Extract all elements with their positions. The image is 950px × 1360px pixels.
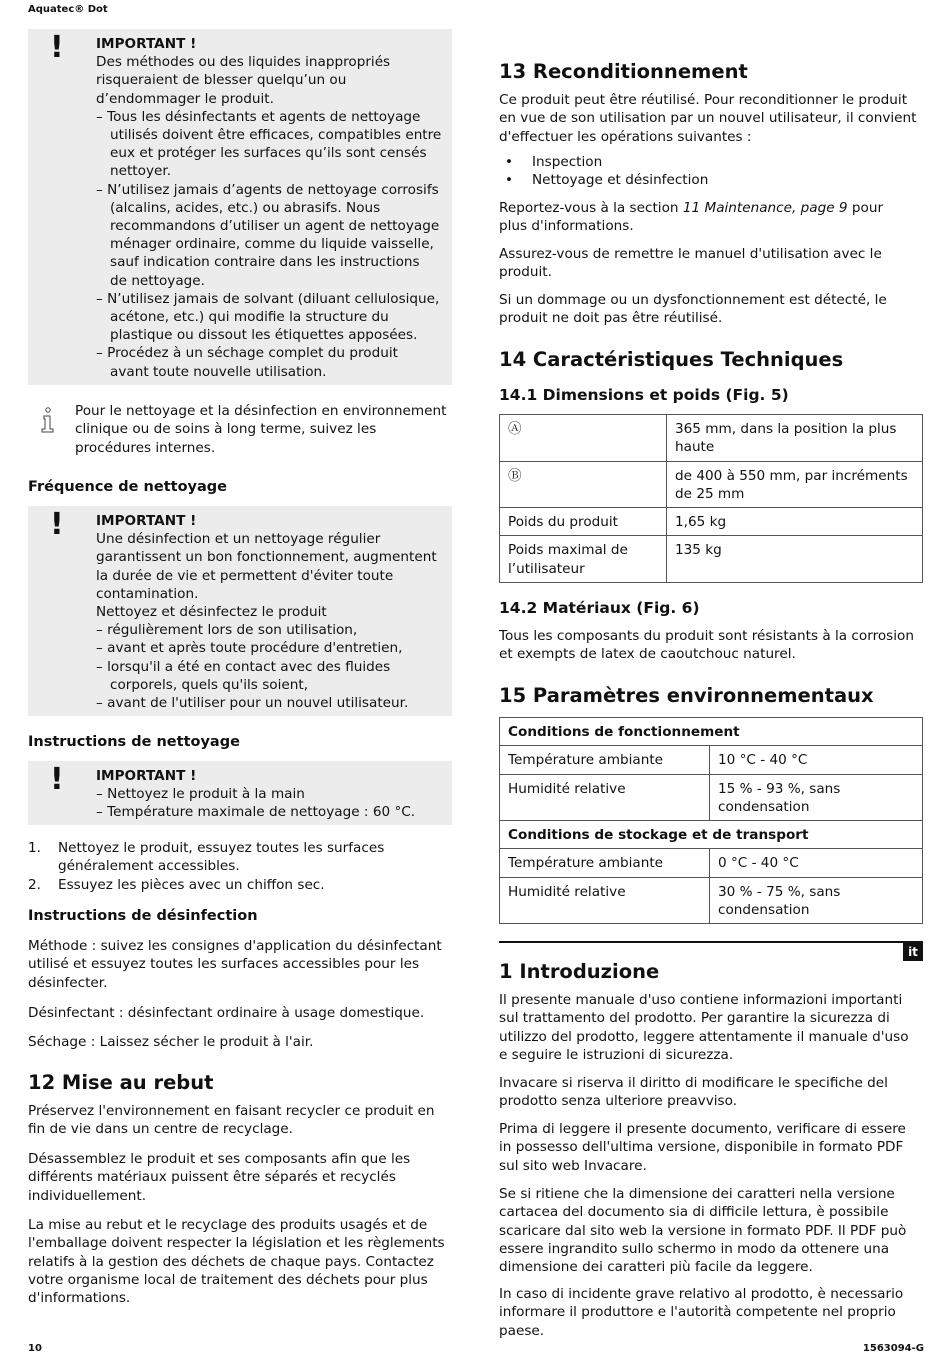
important-title: IMPORTANT ! (96, 36, 197, 52)
s13-bullet-list (499, 153, 923, 190)
it-paragraph-3 (499, 1120, 923, 1175)
section-12-heading: 12 Mise au rebut (28, 1071, 214, 1094)
table-row (500, 415, 923, 462)
table-cell-label: Température ambiante (500, 849, 710, 877)
text-line: prodotto senza ulteriore preavviso. (499, 1093, 738, 1110)
box-line: contamination. (96, 585, 199, 602)
s13-reference (499, 199, 923, 236)
table-cell-value: 15 % - 93 %, sans condensation (710, 774, 923, 821)
it-paragraph-4 (499, 1185, 923, 1276)
table-cell-label: Ⓐ (500, 415, 667, 462)
section-reference-link[interactable]: 11 Maintenance, page 9 (682, 200, 848, 216)
box-dash-cont: utilisés doivent être efficaces, compatibles entre (110, 127, 442, 144)
text-line: d'effectuer les opérations suivantes : (499, 128, 752, 145)
text-line: utilizzo del prodotto, leggere attentamente il manuale d'uso (499, 1028, 909, 1045)
dimensions-table (499, 414, 923, 583)
table-row (500, 746, 923, 774)
exclamation-icon: ! (50, 30, 64, 65)
box-dash-cont: corporels, quels qu'ils soient, (110, 676, 309, 693)
text-line: fin de vie dans un centre de recyclage. (28, 1121, 293, 1138)
bullet-dot: • (505, 154, 514, 170)
box-dash-cont: recommandons d’utiliser un agent de nettoyage (110, 218, 440, 235)
box-line: la durée de vie et permettent d'éviter toute (96, 567, 394, 584)
list-item (28, 876, 452, 894)
text-line: essere ingrandito sullo schermo in modo da ottenere una (499, 1240, 890, 1257)
table-cell-value: 30 % - 75 %, sans condensation (710, 877, 923, 924)
text-line: d'informations. (28, 1290, 131, 1307)
table-cell-label: Poids du produit (500, 508, 667, 536)
disinfectant-paragraph: Désinfectant : désinfectant ordinaire à usage domestique. (28, 1005, 425, 1021)
list-item (499, 153, 923, 171)
box-dash-item: – N’utilisez jamais d’agents de nettoyage corrosifs (96, 181, 439, 198)
text-line: Assurez-vous de remettre le manuel d'utilisation avec le (499, 246, 882, 262)
cleaning-instructions-heading: Instructions de nettoyage (28, 734, 240, 750)
text-line: désinfecter. (28, 974, 108, 991)
text-line: La mise au rebut et le recyclage des produits usagés et de (28, 1217, 428, 1233)
text-line: Méthode : suivez les consignes d'application du désinfectant (28, 938, 442, 954)
important-box-materials (28, 29, 452, 385)
list-item (499, 171, 923, 189)
table-row (500, 774, 923, 821)
s142-paragraph (499, 627, 923, 664)
table-row (500, 849, 923, 877)
box-dash-item: – avant et après toute procédure d'entretien, (96, 640, 403, 657)
box-dash-cont: eux et protéger les surfaces qu’ils sont censés (110, 145, 427, 162)
table-section-heading: Conditions de stockage et de transport (500, 821, 923, 849)
section-14-heading: 14 Caractéristiques Techniques (499, 348, 844, 371)
running-header: Aquatec® Dot (28, 4, 108, 15)
step-number: 2. (28, 876, 41, 893)
frequency-heading: Fréquence de nettoyage (28, 479, 227, 495)
page-number: 10 (28, 1343, 42, 1354)
italian-section-1-heading: 1 Introduzione (499, 960, 660, 983)
bullet-text: Nettoyage et désinfection (532, 172, 709, 189)
important-title: IMPORTANT ! (96, 513, 197, 529)
step-number: 1. (28, 840, 41, 856)
box-dash-item: – N’utilisez jamais de solvant (diluant cellulosique, (96, 290, 440, 307)
text-line: Préservez l'environnement en faisant recycler ce produit en (28, 1103, 435, 1119)
table-cell-value: de 400 à 550 mm, par incréments de 25 mm (667, 461, 923, 508)
section-14-2-heading: 14.2 Matériaux (Fig. 6) (499, 599, 700, 617)
text-line: scaricare dal sito web la versione in formato PDF. Il PDF può (499, 1222, 907, 1239)
info-line: procédures internes. (75, 439, 216, 456)
text-line: et exempts de latex de caoutchouc naturel. (499, 646, 796, 663)
text-line: Tous les composants du produit sont résistants à la corrosion (499, 628, 914, 644)
s12-paragraph-2 (28, 1150, 452, 1205)
box-dash-item: – Nettoyez le produit à la main (96, 786, 305, 803)
text-line: Prima di leggere il presente documento, verificare di essere (499, 1121, 906, 1137)
table-cell-value: 365 mm, dans la position la plus haute (667, 415, 923, 462)
s13-paragraph-3 (499, 245, 923, 282)
box-dash-cont: (alcalins, acides, etc.) ou abrasifs. Nous (110, 199, 381, 216)
section-14-1-heading: 14.1 Dimensions et poids (Fig. 5) (499, 386, 789, 404)
info-line: clinique ou de soins à long terme, suivez les (75, 421, 377, 438)
list-item (28, 839, 452, 876)
text-span: pour (847, 200, 884, 216)
text-line: cartacea del documento sia di difficile lettura, è possibile (499, 1204, 889, 1221)
step-line: généralement accessibles. (58, 858, 240, 875)
info-note (75, 402, 452, 457)
table-section-heading: Conditions de fonctionnement (500, 718, 923, 746)
table-cell-label: Humidité relative (500, 774, 710, 821)
section-13-heading: 13 Reconditionnement (499, 60, 748, 83)
text-line: informare il produttore e l'autorità competente nel proprio (499, 1304, 896, 1321)
drying-paragraph: Séchage : Laissez sécher le produit à l'air. (28, 1034, 314, 1050)
text-line: plus d'informations. (499, 218, 634, 235)
step-line: Nettoyez le produit, essuyez toutes les surfaces (58, 840, 385, 856)
text-line: Ce produit peut être réutilisé. Pour reconditionner le produit (499, 92, 908, 108)
box-dash-item: – régulièrement lors de son utilisation, (96, 622, 358, 639)
language-badge: it (903, 943, 923, 961)
text-line: sul trattamento del prodotto. Per garantire la sicurezza di (499, 1010, 890, 1027)
text-line: sul sito web Invacare. (499, 1157, 647, 1174)
box-dash-item: – avant de l'utiliser pour un nouvel utilisateur. (96, 695, 409, 712)
box-dash-item: – Température maximale de nettoyage : 60 °C. (96, 804, 416, 821)
text-line: différents matériaux puissent être séparés et recyclés (28, 1169, 396, 1186)
table-row (500, 718, 923, 746)
box-dash-cont: avant toute nouvelle utilisation. (110, 363, 327, 380)
text-line: Il presente manuale d'uso contiene informazioni importanti (499, 992, 903, 1008)
text-line: Se si ritiene che la dimensione dei caratteri nella versione (499, 1186, 895, 1202)
box-dash-item: – lorsqu'il a été en contact avec des fluides (96, 658, 391, 675)
s12-paragraph-3 (28, 1216, 452, 1307)
table-cell-label: Température ambiante (500, 746, 710, 774)
table-cell-value: 135 kg (667, 536, 923, 583)
document-id: 1563094-G (862, 1343, 924, 1354)
table-cell-label: Poids maximal de l’utilisateur (500, 536, 667, 583)
text-line: l'emballage doivent respecter la législation et les règlements (28, 1235, 445, 1252)
method-paragraph (28, 937, 452, 992)
it-paragraph-5 (499, 1285, 923, 1340)
text-line: in possesso dell'ultima versione, disponibile in formato PDF (499, 1139, 904, 1156)
box-line: Des méthodes ou des liquides inappropriés (96, 54, 391, 71)
it-paragraph-2 (499, 1074, 923, 1111)
box-dash-cont: nettoyer. (110, 163, 172, 180)
box-line: Nettoyez et désinfectez le produit (96, 604, 327, 621)
table-cell-value: 0 °C - 40 °C (710, 849, 923, 877)
table-row (500, 461, 923, 508)
important-box-frequency (28, 506, 452, 716)
box-line: Une désinfection et un nettoyage régulier (96, 531, 381, 548)
text-line: produit. (499, 264, 552, 281)
info-icon (36, 406, 56, 434)
text-line: Désassemblez le produit et ses composants afin que les (28, 1151, 411, 1167)
table-row (500, 821, 923, 849)
section-15-heading: 15 Paramètres environnementaux (499, 684, 874, 707)
text-line: en vue de son utilisation par un nouvel utilisateur, il convient (499, 110, 917, 127)
language-divider (499, 941, 923, 943)
exclamation-icon: ! (50, 762, 64, 797)
box-dash-cont: plastique ou dissout les étiquettes apposées. (110, 327, 418, 344)
text-line: Invacare si riserva il diritto di modificare le specifiche del (499, 1075, 888, 1091)
bullet-text: Inspection (532, 154, 603, 170)
box-dash-item: – Tous les désinfectants et agents de nettoyage (96, 108, 421, 125)
bullet-dot: • (505, 172, 514, 189)
exclamation-icon: ! (50, 507, 64, 542)
table-cell-value: 10 °C - 40 °C (710, 746, 923, 774)
box-line: garantissent un bon fonctionnement, augmentent (96, 549, 437, 566)
table-cell-label: Humidité relative (500, 877, 710, 924)
table-row (500, 536, 923, 583)
box-dash-item: – Procédez à un séchage complet du produit (96, 345, 398, 362)
disinfection-heading: Instructions de désinfection (28, 908, 258, 924)
text-line: votre organisme local de traitement des déchets pour plus (28, 1271, 428, 1288)
text-line: e seguire le istruzioni di sicurezza. (499, 1046, 734, 1063)
step-line: Essuyez les pièces avec un chiffon sec. (58, 876, 325, 893)
text-line: produit ne doit pas être réutilisé. (499, 310, 723, 327)
table-cell-value: 1,65 kg (667, 508, 923, 536)
box-dash-cont: sauf indication contraire dans les instructions (110, 254, 420, 271)
text-line: In caso di incidente grave relativo al prodotto, è necessario (499, 1286, 904, 1302)
text-line: dimensione dei caratteri più facile da leggere. (499, 1259, 813, 1276)
s13-paragraph-4 (499, 291, 923, 328)
box-dash-cont: acétone, etc.) qui modifie la structure du (110, 309, 389, 326)
important-title: IMPORTANT ! (96, 768, 197, 784)
it-paragraph-1 (499, 991, 923, 1064)
text-line: relatifs à la gestion des déchets de chaque pays. Contactez (28, 1253, 434, 1270)
table-row (500, 877, 923, 924)
info-line: Pour le nettoyage et la désinfection en environnement (75, 403, 447, 419)
text-span: Reportez-vous à la section (499, 200, 683, 216)
box-dash-cont: de nettoyage. (110, 272, 205, 289)
box-dash-cont: ménager ordinaire, comme du liquide vaisselle, (110, 236, 434, 253)
cleaning-steps (28, 839, 452, 894)
table-cell-label: Ⓑ (500, 461, 667, 508)
s13-paragraph-1 (499, 91, 923, 146)
text-line: paese. (499, 1322, 545, 1339)
s12-paragraph-1 (28, 1102, 452, 1139)
important-box-cleaning (28, 761, 452, 825)
box-line: risqueraient de blesser quelqu’un ou (96, 72, 347, 89)
text-line: utilisé et essuyez toutes les surfaces accessibles pour les (28, 956, 420, 973)
table-row (500, 508, 923, 536)
text-line: Si un dommage ou un dysfonctionnement est détecté, le (499, 292, 887, 308)
text-line: individuellement. (28, 1187, 147, 1204)
environment-table (499, 717, 923, 924)
box-line: d’endommager le produit. (96, 90, 274, 107)
